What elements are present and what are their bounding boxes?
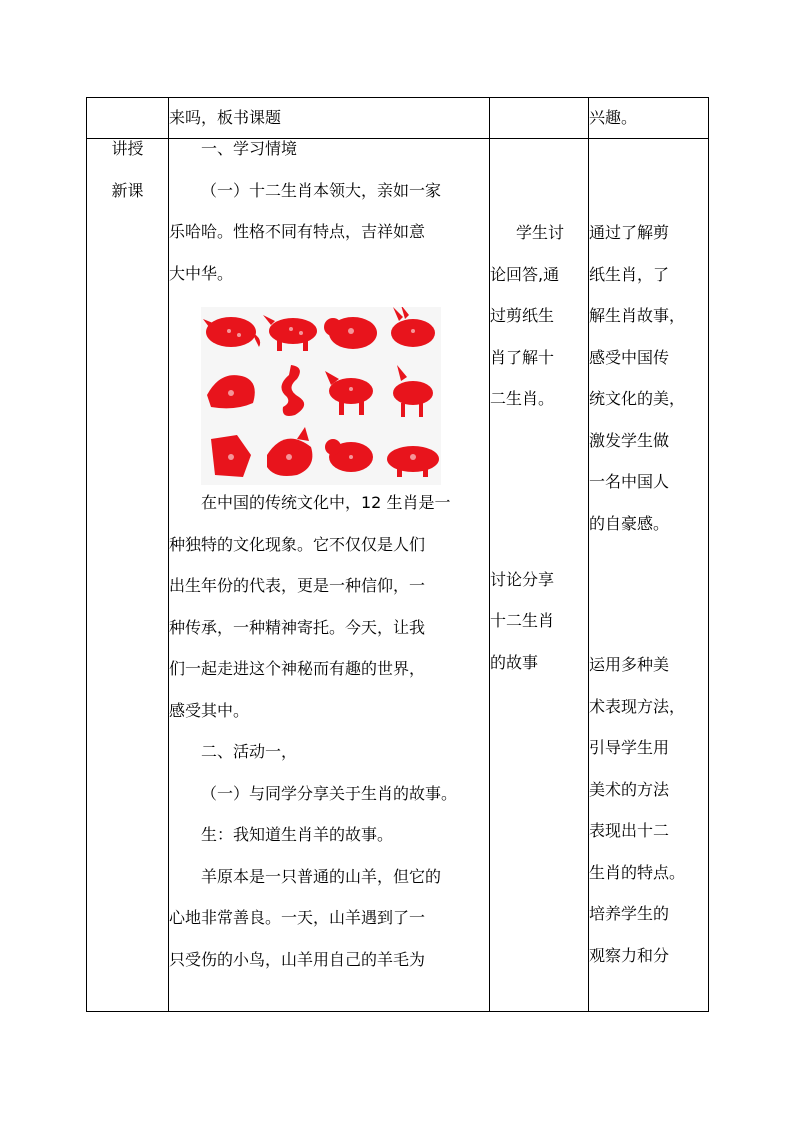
content-line: 种传承，一种精神寄托。今天，让我 [169, 617, 426, 637]
content-line: 大中华。 [169, 263, 234, 283]
intent-line: 一名中国人 [589, 472, 670, 491]
content-line: 只受伤的小鸟，山羊用自己的羊毛为 [169, 949, 426, 969]
activity-line: 过剪纸生 [490, 306, 555, 325]
intent-line: 术表现方法， [589, 696, 686, 716]
table-row [87, 139, 709, 1012]
intent-line: 解生肖故事， [589, 306, 686, 325]
intent-line: 培养学生的 [589, 904, 670, 923]
section-label: 讲授 [111, 139, 144, 158]
table-cell [87, 98, 169, 139]
content-line: 生：我知道生肖羊的故事。 [201, 825, 394, 844]
content-line: 心地非常善良。一天，山羊遇到了一 [169, 908, 426, 927]
table-cell [490, 98, 589, 139]
zodiac-papercut-image [201, 307, 441, 485]
content-line: 乐哈哈。性格不同有特点，吉祥如意 [169, 222, 426, 241]
section-label: 新课 [111, 180, 144, 200]
intent-line: 美术的方法 [589, 779, 670, 799]
activity-line: 论回答,通 [490, 264, 560, 284]
activity-line: 十二生肖 [490, 611, 555, 630]
goat-papercut-icon [393, 365, 433, 417]
intent-line: 纸生肖，了 [589, 264, 670, 284]
rat-papercut-icon [203, 317, 260, 347]
lesson-plan-table [86, 97, 709, 1012]
intent-line: 的自豪感。 [589, 513, 670, 533]
snake-papercut-icon [281, 365, 304, 416]
content-line: 们一起走进这个神秘而有趣的世界， [169, 659, 426, 678]
rooster-papercut-icon [267, 427, 312, 476]
content-line: 二、活动一， [201, 742, 298, 761]
intent-line: 运用多种美 [589, 655, 670, 674]
table-cell [169, 98, 490, 139]
rabbit-papercut-icon [391, 307, 435, 347]
cell-text: 兴趣。 [589, 108, 638, 127]
content-line: 感受其中。 [169, 700, 250, 720]
dog-papercut-icon [325, 439, 373, 472]
intent-line: 统文化的美， [589, 389, 686, 408]
pig-papercut-icon [387, 446, 439, 477]
table-cell [589, 98, 709, 139]
horse-papercut-icon [325, 371, 373, 415]
intent-line: 表现出十二 [589, 821, 670, 840]
intent-line: 观察力和分 [589, 945, 670, 965]
activity-line: 二生肖。 [490, 389, 555, 408]
content-line: 种独特的文化现象。它不仅仅是人们 [169, 534, 426, 554]
content-line: 羊原本是一只普通的山羊，但它的 [201, 866, 442, 886]
content-line: 一、学习情境 [201, 139, 298, 158]
cell-text: 来吗，板书课题 [169, 108, 282, 127]
zodiac-papercut-graphic [201, 307, 441, 485]
activity-line: 的故事 [490, 652, 539, 672]
intent-line: 感受中国传 [589, 347, 670, 367]
content-line: 在中国的传统文化中，12 生肖是一 [201, 493, 451, 512]
lesson-content-cell [169, 139, 490, 1012]
content-line: 出生年份的代表，更是一种信仰，一 [169, 576, 426, 595]
activity-line: 讨论分享 [490, 569, 555, 589]
student-activity-cell [490, 139, 589, 1012]
intent-line: 引导学生用 [589, 738, 670, 757]
ox-papercut-icon [263, 315, 317, 351]
intent-line: 通过了解剪 [589, 223, 670, 242]
section-label-cell [87, 139, 169, 1012]
design-intent-cell [589, 139, 709, 1012]
table-row [87, 98, 709, 139]
content-line: （一）十二生肖本领大，亲如一家 [201, 180, 442, 200]
content-line: （一）与同学分享关于生肖的故事。 [201, 783, 458, 803]
intent-line: 生肖的特点。 [589, 862, 686, 882]
activity-line: 肖了解十 [490, 347, 555, 367]
intent-line: 激发学生做 [589, 430, 670, 450]
activity-line: 学生讨 [516, 223, 565, 242]
